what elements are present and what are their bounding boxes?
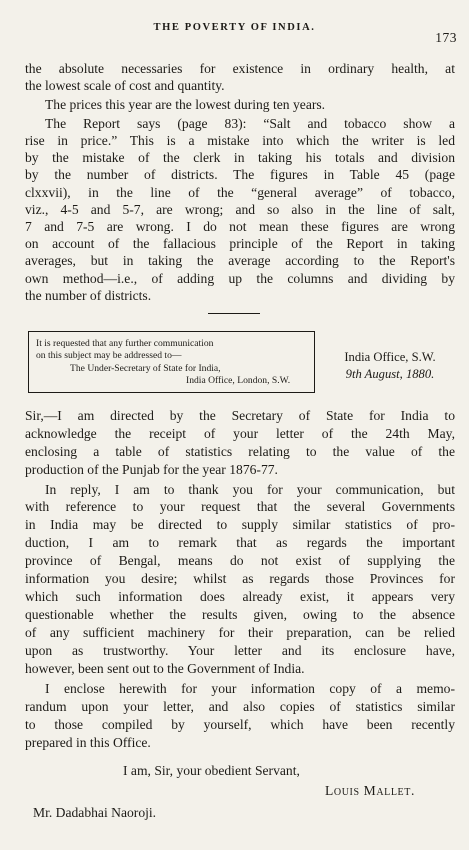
notice-line: India Office, London, S.W. [186, 375, 291, 386]
letter-line: randum upon your letter, and also copies of statistics similar [25, 699, 455, 714]
address-date: 9th August, 1880. [345, 367, 435, 381]
letter-line: information you desire; whilst as regards those Provinces for [25, 571, 455, 586]
report-line: clxxvii), in the line of the “general average” of tobacco, [25, 185, 455, 200]
letter-line: I enclose herewith for your information copy of a memo- [45, 681, 455, 696]
notice-box [28, 331, 315, 393]
letter-line: enclosing a table of statistics relating to the value of the [25, 444, 455, 459]
signature: Louis Mallet. [325, 783, 415, 798]
letter-line: upon as trustworthy. Your letter and its enclosure have, [25, 643, 455, 658]
running-title: THE POVERTY OF INDIA. [153, 22, 316, 33]
report-line: The Report says (page 83): “Salt and tobacco show a [45, 116, 455, 131]
report-line: own method—i.e., of adding up the columns and dividing by [25, 271, 455, 286]
letter-line: in India may be directed to supply similar statistics of pro- [25, 517, 455, 532]
report-line: 7 and 7-5 are wrong. I do not mean these figures are wrong [25, 219, 455, 234]
letter-line: of any sufficient machinery for their preparation, can be relied [25, 625, 455, 640]
letter-line: duction, I am to remark that as regards the important [25, 535, 455, 550]
letter-line: prepared in this Office. [25, 735, 151, 750]
letter-line: acknowledge the receipt of your letter of the 24th May, [25, 426, 455, 441]
letter-line: questionable whether the results given, owing to the absence [25, 607, 455, 622]
report-line: viz., 4-5 and 5-7, are wrong; and so also in the line of salt, [25, 202, 455, 217]
report-line: the absolute necessaries for existence in ordinary health, at [25, 61, 455, 76]
report-line: on account of the fallacious principle of the Report in taking [25, 236, 455, 251]
letter-line: with reference to your request that the several Governments [25, 499, 455, 514]
report-line: by the number of districts. The figures in Table 45 (page [25, 167, 455, 182]
report-line: the number of districts. [25, 288, 152, 303]
report-line: The prices this year are the lowest during ten years. [45, 97, 326, 112]
addressee: Mr. Dadabhai Naoroji. [33, 805, 157, 820]
report-line: the lowest scale of cost and quantity. [25, 78, 225, 93]
letter-line: province of Bengal, means do not exist of supplying the [25, 553, 455, 568]
letter-line: Sir,—I am directed by the Secretary of State for India to [25, 408, 455, 423]
notice-line: on this subject may be addressed to— [36, 350, 182, 361]
address-place: India Office, S.W. [344, 350, 436, 364]
letter-line: In reply, I am to thank you for your communication, but [45, 482, 455, 497]
letter-line: production of the Punjab for the year 1876-77. [25, 462, 278, 477]
notice-line: The Under-Secretary of State for India, [70, 363, 221, 374]
notice-line: It is requested that any further communication [36, 338, 214, 349]
report-line: by the mistake of the clerk in taking his totals and division [25, 150, 455, 165]
section-divider [208, 313, 260, 314]
report-line: rise in price.” This is a mistake into which the writer is led [25, 133, 455, 148]
letter-line: however, been sent out to the Government of India. [25, 661, 305, 676]
letter-line: to those compiled by yourself, which have been recently [25, 717, 455, 732]
valediction: I am, Sir, your obedient Servant, [123, 763, 300, 778]
page-number: 173 [435, 30, 457, 45]
report-line: averages, but in taking the average according to the Report's [25, 253, 455, 268]
letter-line: which such information does already exist, it appears very [25, 589, 455, 604]
